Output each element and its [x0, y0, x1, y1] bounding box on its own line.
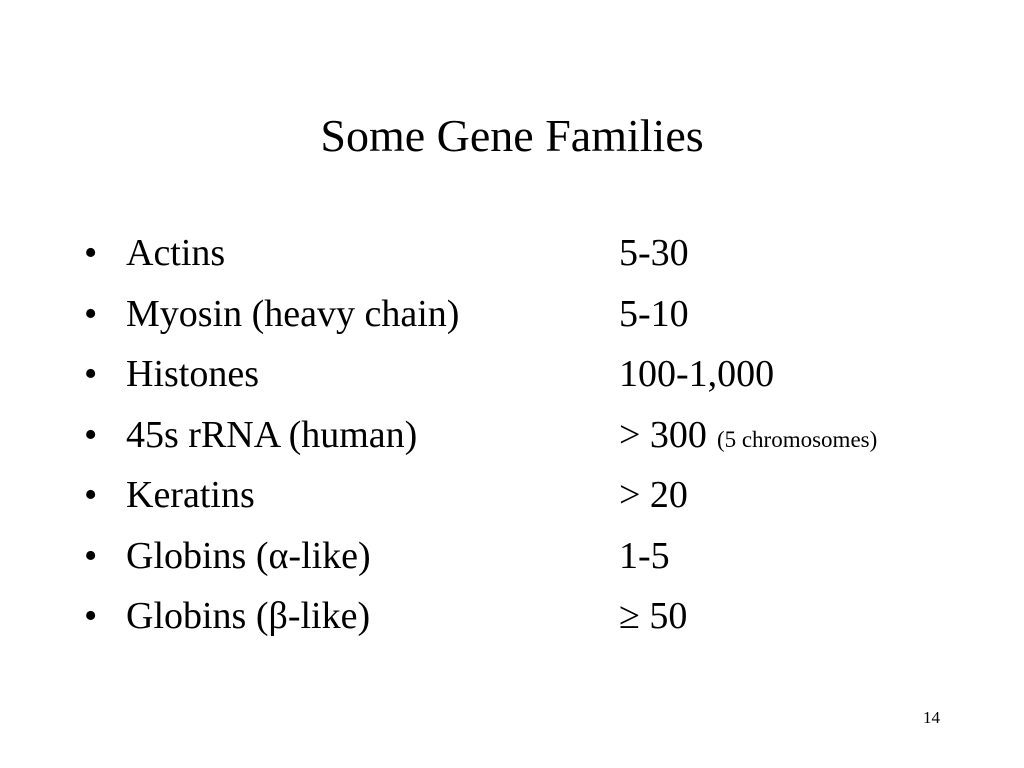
slide-title: Some Gene Families [320, 110, 704, 161]
bullet-icon: • [84, 232, 98, 274]
gene-copy-count [619, 406, 877, 469]
gene-copy-count [619, 527, 670, 585]
bullet-icon: • [84, 534, 98, 577]
list-item [84, 466, 984, 527]
list-item [84, 527, 984, 588]
gene-copy-count [619, 345, 774, 403]
gene-copy-count [619, 224, 689, 282]
gene-family-name: Actins [126, 232, 226, 274]
gene-copy-count-value: ≥ 50 [619, 595, 688, 637]
gene-family-name: Globins (β-like) [126, 595, 371, 637]
gene-copy-count-value: 100-1,000 [619, 353, 775, 395]
gene-family-name: Keratins [126, 474, 255, 516]
gene-copy-count-value: 1-5 [619, 534, 670, 577]
bullet-icon: • [84, 353, 98, 395]
gene-family-name: 45s rRNA (human) [126, 413, 418, 456]
gene-copy-count-value: > 20 [619, 474, 688, 516]
list-item [84, 406, 984, 467]
bullet-icon: • [84, 413, 98, 456]
gene-family-name: Globins (α-like) [126, 534, 371, 577]
gene-count-note: (5 chromosomes) [716, 426, 878, 452]
bullet-icon: • [84, 595, 98, 637]
list-item [84, 345, 984, 406]
gene-copy-count-value: 5-10 [619, 292, 689, 335]
list-item [84, 285, 984, 346]
gene-copy-count-value: > 300 [619, 413, 707, 456]
list-item [84, 587, 984, 648]
gene-family-name: Myosin (heavy chain) [126, 292, 460, 335]
list-item [84, 224, 984, 285]
gene-family-list [84, 224, 984, 648]
page-number: 14 [923, 708, 940, 727]
bullet-icon: • [84, 292, 98, 335]
gene-copy-count [619, 587, 687, 645]
gene-copy-count [619, 466, 688, 524]
bullet-icon: • [84, 474, 98, 516]
gene-family-name: Histones [126, 353, 259, 395]
gene-copy-count-value: 5-30 [619, 232, 689, 274]
gene-copy-count [619, 285, 689, 343]
